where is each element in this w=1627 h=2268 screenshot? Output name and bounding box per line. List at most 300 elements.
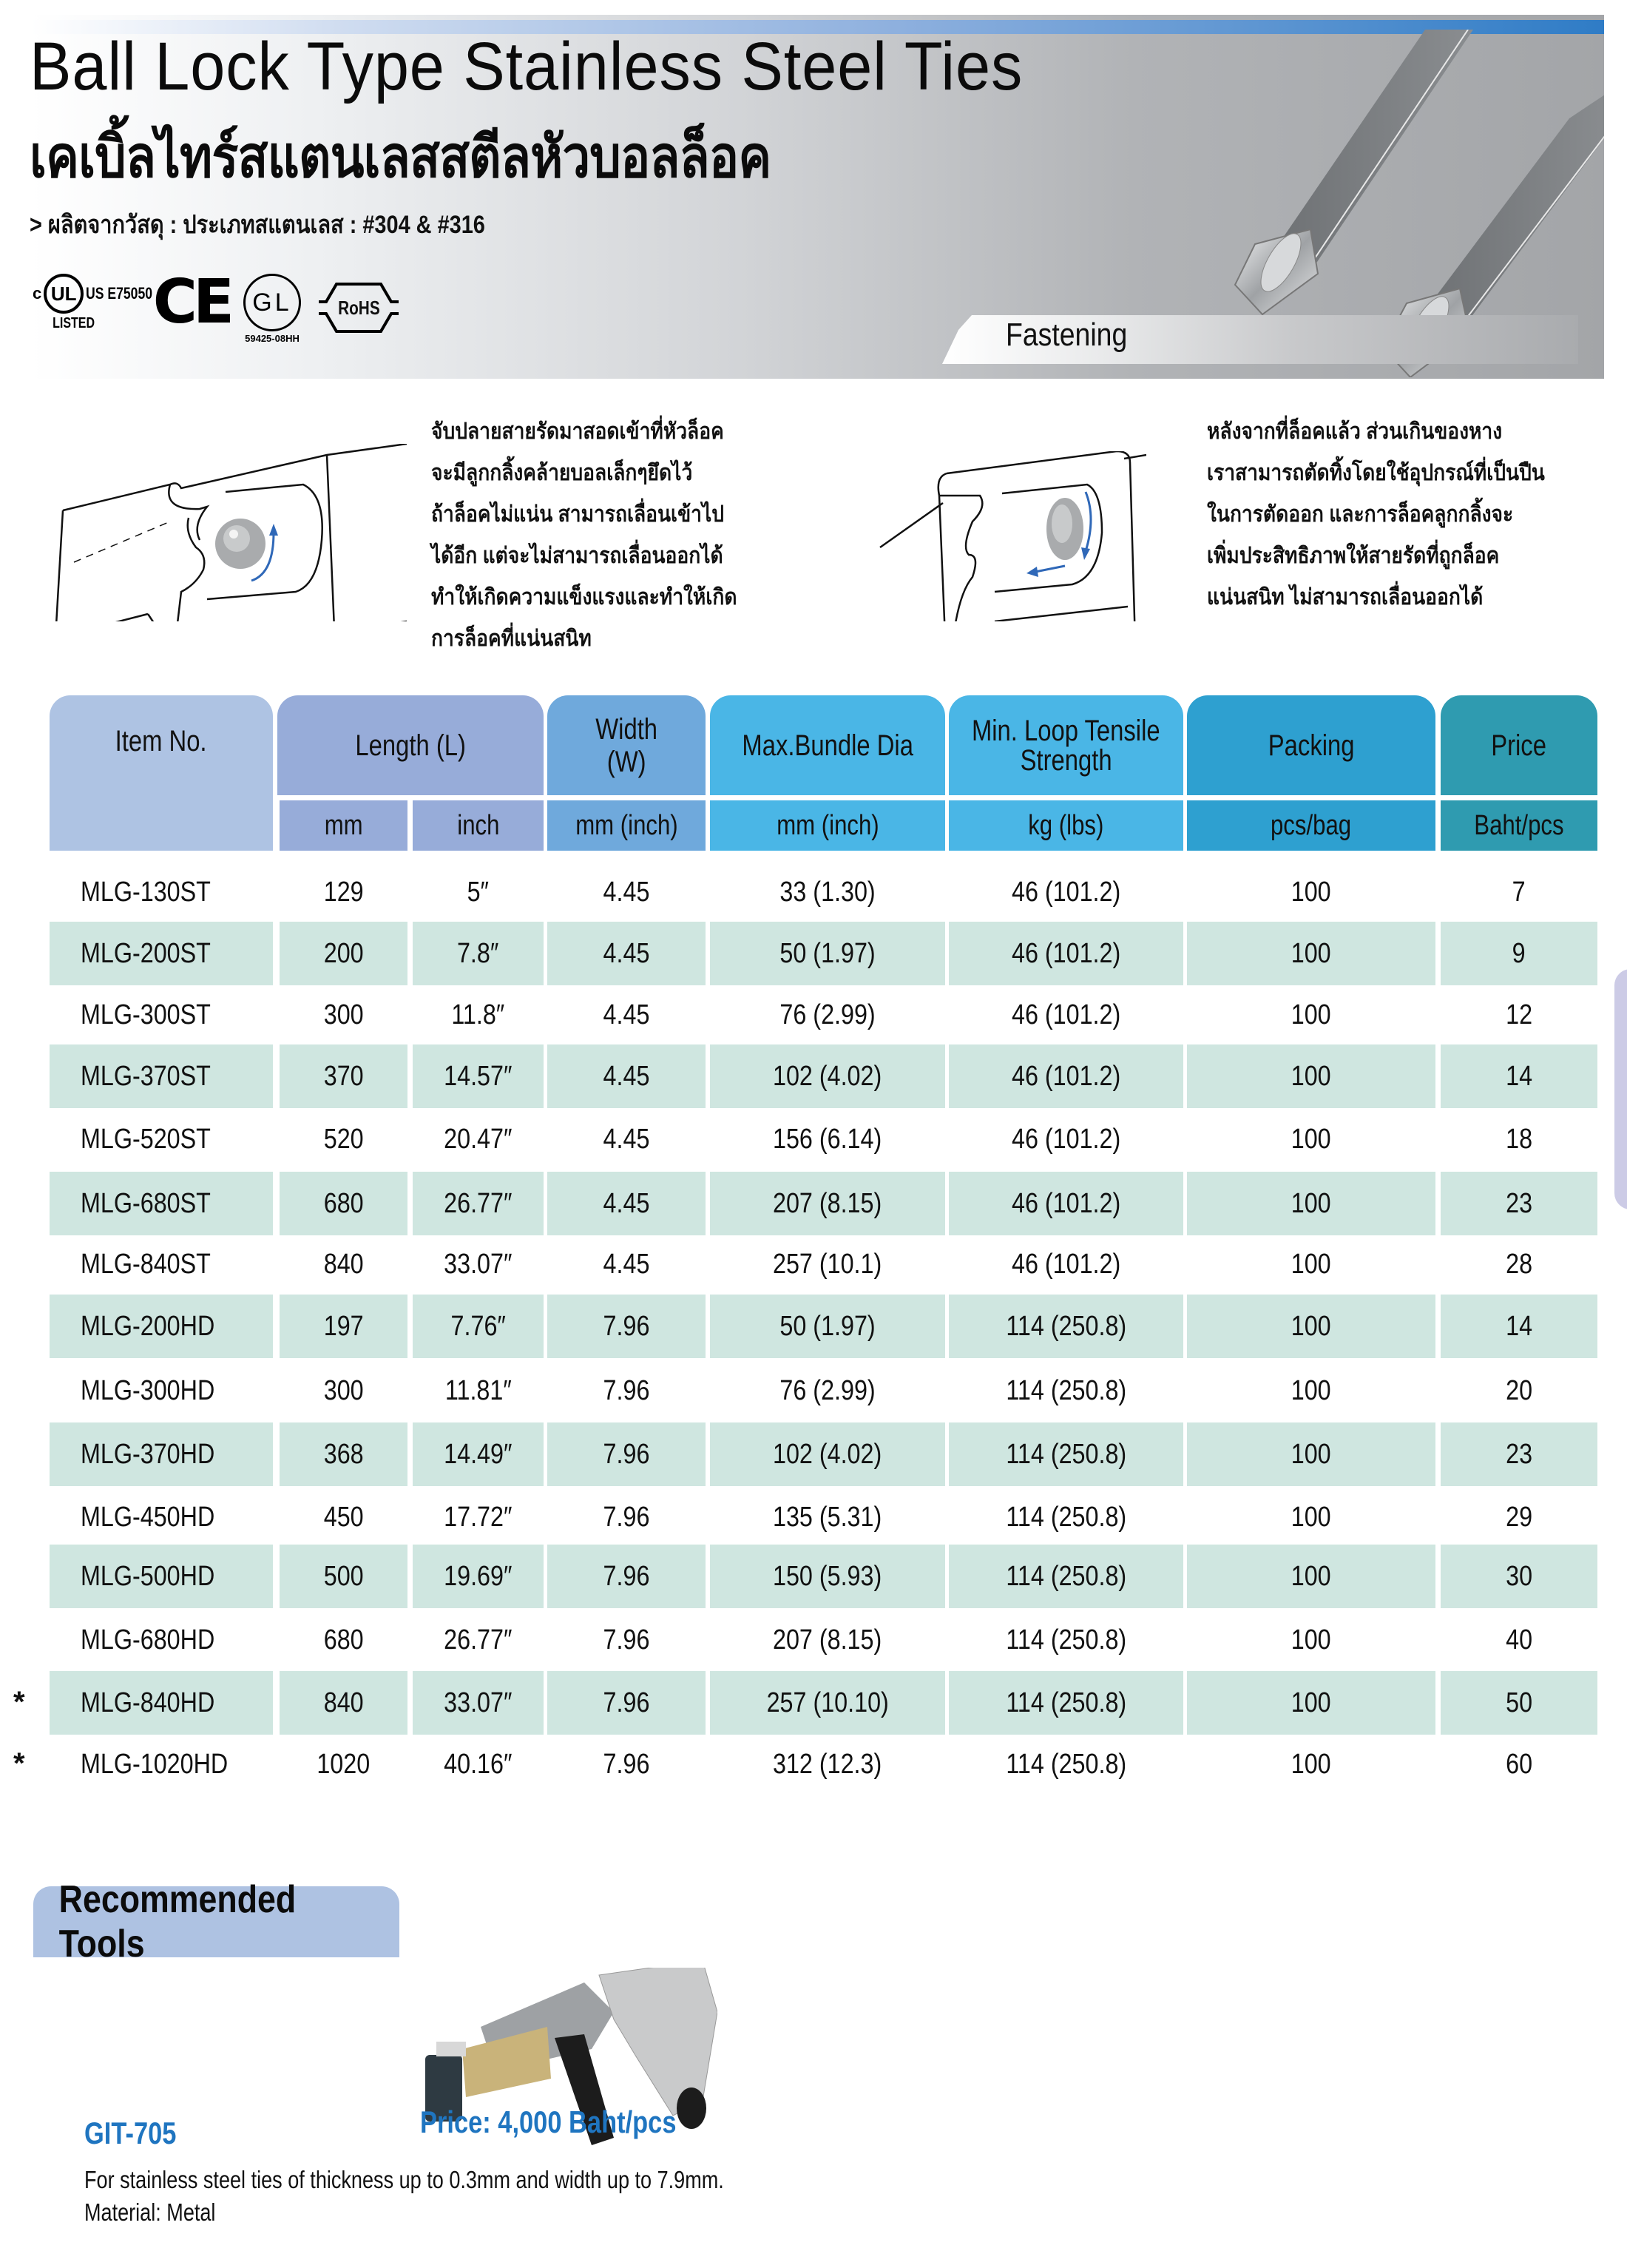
cell-value: 7.96 — [603, 1560, 650, 1592]
cell-tensile — [949, 1172, 1183, 1235]
cell-bundle — [710, 1359, 945, 1422]
cell-packing — [1187, 860, 1435, 924]
cell-value: 76 (2.99) — [779, 1374, 876, 1406]
cell-value: 114 (250.8) — [1006, 1624, 1126, 1656]
cell-item — [50, 1295, 273, 1358]
category-tab-fastening: Fastening — [1006, 317, 1128, 353]
description-line: ถ้าล็อคไม่แน่น สามารถเลื่อนเข้าไป — [431, 502, 724, 527]
cell-item — [50, 1107, 273, 1171]
cell-tensile — [949, 1485, 1183, 1549]
rohs-mark-icon — [314, 281, 403, 334]
cell-value: 100 — [1291, 1187, 1331, 1219]
description-line: ทำให้เกิดความแข็งแรงและทำให้เกิด — [431, 585, 737, 610]
cell-item — [50, 1608, 273, 1672]
cell-tensile — [949, 1107, 1183, 1171]
unit-label: mm (inch) — [776, 810, 879, 841]
cell-item — [50, 1172, 273, 1235]
cell-value: 300 — [323, 1374, 364, 1406]
tool-price: Price: 4,000 Baht/pcs — [420, 2105, 677, 2139]
cell-value: 840 — [323, 1248, 364, 1280]
cell-width — [547, 1172, 706, 1235]
ul-listed-mark — [33, 274, 169, 332]
cell-mm — [280, 1671, 407, 1735]
cell-value: 100 — [1291, 1310, 1331, 1342]
unit-length-mm — [280, 800, 407, 851]
unit-width — [547, 800, 706, 851]
cell-value: 9 — [1512, 937, 1526, 969]
cell-value: 50 — [1506, 1687, 1532, 1718]
cell-mm — [280, 983, 407, 1047]
cell-value: 100 — [1291, 1748, 1331, 1780]
cell-width — [547, 922, 706, 985]
description-line: ในการตัดออก และการล็อคลูกกลิ้งจะ — [1207, 502, 1514, 527]
cell-packing — [1187, 1232, 1435, 1296]
header-label: Length (L) — [355, 729, 466, 762]
cell-mm — [280, 1295, 407, 1358]
cell-value: 7.96 — [603, 1501, 650, 1533]
cell-price — [1441, 1545, 1597, 1608]
cell-width — [547, 1044, 706, 1108]
asterisk-mark: * — [13, 1686, 25, 1718]
cell-value: MLG-1020HD — [81, 1748, 229, 1780]
cell-value: 200 — [323, 937, 364, 969]
cell-value: 156 (6.14) — [773, 1123, 882, 1155]
description-line: การล็อคที่แน่นสนิท — [431, 627, 592, 651]
cell-value: 114 (250.8) — [1006, 1687, 1126, 1718]
cell-price — [1441, 1608, 1597, 1672]
gl-logo-icon — [243, 274, 301, 331]
page-title-thai: เคเบิ้ลไทร์สแตนเลสสตีลหัวบอลล็อค — [30, 124, 771, 189]
ce-mark-icon — [152, 267, 230, 337]
cell-mm — [280, 1732, 407, 1796]
cell-value: 46 (101.2) — [1011, 876, 1121, 908]
tool-code: GIT-705 — [84, 2116, 177, 2150]
cell-mm — [280, 1545, 407, 1608]
tool-material-note: Material: Metal — [84, 2198, 216, 2226]
cell-bundle — [710, 1172, 945, 1235]
cell-value: 30 — [1506, 1560, 1532, 1592]
cell-value: 46 (101.2) — [1011, 999, 1121, 1030]
cell-value: 114 (250.8) — [1006, 1374, 1126, 1406]
cell-bundle — [710, 1107, 945, 1171]
cell-inch — [413, 1295, 544, 1358]
cell-mm — [280, 1359, 407, 1422]
cell-value: 680 — [323, 1624, 364, 1656]
cell-item — [50, 860, 273, 924]
table-row — [0, 1172, 1627, 1235]
header-packing — [1187, 695, 1435, 795]
cell-tensile — [949, 860, 1183, 924]
cell-value: 20 — [1506, 1374, 1532, 1406]
gl-mark-text: GL — [252, 288, 292, 317]
unit-label: mm — [324, 810, 363, 841]
cell-value: 114 (250.8) — [1006, 1501, 1126, 1533]
cell-value: 450 — [323, 1501, 364, 1533]
cell-mm — [280, 1107, 407, 1171]
cell-width — [547, 1608, 706, 1672]
header-label: Min. Loop Tensile — [972, 714, 1160, 747]
cell-mm — [280, 1608, 407, 1672]
cell-value: 4.45 — [603, 876, 650, 908]
cell-value: MLG-840ST — [81, 1248, 211, 1280]
cell-bundle — [710, 1232, 945, 1296]
unit-label: Baht/pcs — [1474, 810, 1564, 841]
cell-value: 17.72″ — [444, 1501, 513, 1533]
page-title-english: Ball Lock Type Stainless Steel Ties — [30, 29, 1024, 104]
cell-value: 7.96 — [603, 1748, 650, 1780]
cell-value: 100 — [1291, 1060, 1331, 1092]
header-label: Price — [1491, 729, 1547, 762]
cell-value: 129 — [323, 876, 364, 908]
material-line: > ผลิตจากวัสดุ : ประเภทสแตนเลส : #304 & #316 — [30, 211, 485, 239]
cell-item — [50, 1232, 273, 1296]
cell-width — [547, 1295, 706, 1358]
cell-value: 100 — [1291, 1560, 1331, 1592]
cell-value: 102 (4.02) — [773, 1438, 882, 1470]
cell-inch — [413, 1545, 544, 1608]
cell-value: MLG-130ST — [81, 876, 211, 908]
cell-tensile — [949, 1232, 1183, 1296]
description-line: เพิ่มประสิทธิภาพให้สายรัดที่ถูกล็อค — [1207, 544, 1500, 568]
unit-length-inch — [413, 800, 544, 851]
cell-inch — [413, 1671, 544, 1735]
cell-packing — [1187, 1608, 1435, 1672]
cell-item — [50, 1545, 273, 1608]
ul-suffix: US E75050 — [86, 284, 153, 303]
cell-packing — [1187, 1107, 1435, 1171]
cell-value: 102 (4.02) — [773, 1060, 882, 1092]
cell-bundle — [710, 1485, 945, 1549]
cell-mm — [280, 1232, 407, 1296]
cell-width — [547, 1422, 706, 1486]
cell-value: 60 — [1506, 1748, 1532, 1780]
cell-value: 7 — [1512, 876, 1526, 908]
cell-mm — [280, 860, 407, 924]
cell-value: 14 — [1506, 1060, 1532, 1092]
cell-bundle — [710, 1608, 945, 1672]
cell-inch — [413, 922, 544, 985]
cell-value: 114 (250.8) — [1006, 1560, 1126, 1592]
cell-value: 7.96 — [603, 1310, 650, 1342]
side-index-tab[interactable] — [1614, 969, 1627, 1209]
cell-tensile — [949, 1608, 1183, 1672]
cell-value: 40.16″ — [444, 1748, 513, 1780]
cell-value: 197 — [323, 1310, 364, 1342]
table-row — [0, 1044, 1627, 1108]
cell-bundle — [710, 1295, 945, 1358]
unit-price — [1441, 800, 1597, 851]
cell-tensile — [949, 1359, 1183, 1422]
ul-logo-icon — [44, 274, 84, 314]
header-label: Max.Bundle Dia — [742, 729, 913, 762]
cell-value: 7.96 — [603, 1374, 650, 1406]
cell-value: 100 — [1291, 1123, 1331, 1155]
cell-width — [547, 1107, 706, 1171]
cell-value: 100 — [1291, 1248, 1331, 1280]
cell-bundle — [710, 983, 945, 1047]
cell-value: 312 (12.3) — [773, 1748, 882, 1780]
cell-value: 500 — [323, 1560, 364, 1592]
cell-packing — [1187, 1485, 1435, 1549]
cell-value: MLG-450HD — [81, 1501, 215, 1533]
description-line: หลังจากที่ล็อคแล้ว ส่วนเกินของหาง — [1207, 419, 1503, 444]
description-line: แน่นสนิท ไม่สามารถเลื่อนออกได้ — [1207, 585, 1484, 610]
cell-value: 14.49″ — [444, 1438, 513, 1470]
cell-tensile — [949, 922, 1183, 985]
cell-price — [1441, 1732, 1597, 1796]
header-label: Packing — [1268, 729, 1355, 762]
cell-value: 40 — [1506, 1624, 1532, 1656]
table-row — [0, 1107, 1627, 1171]
cell-item — [50, 1422, 273, 1486]
cell-inch — [413, 1359, 544, 1422]
asterisk-mark: * — [13, 1747, 25, 1780]
cell-value: 23 — [1506, 1187, 1532, 1219]
certification-logos — [33, 267, 403, 355]
cell-width — [547, 1359, 706, 1422]
cell-value: 7.96 — [603, 1687, 650, 1718]
cell-value: 100 — [1291, 999, 1331, 1030]
gl-code: 59425-08HH — [245, 333, 300, 344]
cell-value: 7.96 — [603, 1438, 650, 1470]
cell-value: 257 (10.1) — [773, 1248, 882, 1280]
cell-inch — [413, 1422, 544, 1486]
cell-value: 100 — [1291, 1501, 1331, 1533]
cell-value: 46 (101.2) — [1011, 1187, 1121, 1219]
cell-value: MLG-680HD — [81, 1624, 215, 1656]
header-label: (W) — [606, 745, 646, 778]
cell-value: 840 — [323, 1687, 364, 1718]
cell-price — [1441, 1232, 1597, 1296]
cell-bundle — [710, 1671, 945, 1735]
cell-item — [50, 983, 273, 1047]
cell-price — [1441, 922, 1597, 985]
cell-value: 29 — [1506, 1501, 1532, 1533]
table-row — [0, 1232, 1627, 1296]
cell-value: 14.57″ — [444, 1060, 513, 1092]
header-label: Strength — [1020, 743, 1112, 777]
cell-value: 4.45 — [603, 1248, 650, 1280]
cell-price — [1441, 1107, 1597, 1171]
description-line: ได้อีก แต่จะไม่สามารถเลื่อนออกได้ — [431, 544, 723, 568]
cell-value: 100 — [1291, 1374, 1331, 1406]
unit-label: pcs/bag — [1271, 810, 1352, 841]
cell-price — [1441, 1359, 1597, 1422]
cell-item — [50, 1671, 273, 1735]
cell-value: 5″ — [467, 876, 490, 908]
cell-value: MLG-200HD — [81, 1310, 215, 1342]
cell-item — [50, 1359, 273, 1422]
ball-lock-locked-diagram — [850, 451, 1146, 621]
cell-value: 100 — [1291, 937, 1331, 969]
cell-price — [1441, 1671, 1597, 1735]
cell-width — [547, 1545, 706, 1608]
cell-mm — [280, 1044, 407, 1108]
cell-price — [1441, 983, 1597, 1047]
header-label: Width — [595, 712, 657, 746]
unit-packing — [1187, 800, 1435, 851]
cell-packing — [1187, 1359, 1435, 1422]
ce-mark-text: CE — [152, 267, 230, 337]
cell-item — [50, 1732, 273, 1796]
cell-packing — [1187, 1545, 1435, 1608]
cell-value: MLG-500HD — [81, 1560, 215, 1592]
cell-value: 33.07″ — [444, 1687, 513, 1718]
cell-value: MLG-300HD — [81, 1374, 215, 1406]
header-bundle-dia — [710, 695, 945, 795]
section-title: Recommended Tools — [58, 1878, 297, 1965]
cell-price — [1441, 1044, 1597, 1108]
description-right — [1207, 411, 1545, 618]
cell-tensile — [949, 983, 1183, 1047]
cell-packing — [1187, 1422, 1435, 1486]
cell-value: 11.81″ — [444, 1374, 512, 1406]
cell-value: 7.96 — [603, 1624, 650, 1656]
cell-inch — [413, 860, 544, 924]
cell-value: 4.45 — [603, 999, 650, 1030]
cell-packing — [1187, 922, 1435, 985]
cell-tensile — [949, 1545, 1183, 1608]
cell-value: 46 (101.2) — [1011, 1123, 1121, 1155]
ball-lock-insert-diagram — [52, 444, 414, 621]
cell-inch — [413, 1044, 544, 1108]
cell-packing — [1187, 1172, 1435, 1235]
cell-bundle — [710, 1545, 945, 1608]
cell-value: 33 (1.30) — [779, 876, 876, 908]
cell-packing — [1187, 983, 1435, 1047]
table-row — [0, 1608, 1627, 1672]
cell-inch — [413, 1232, 544, 1296]
unit-label: kg (lbs) — [1028, 810, 1104, 841]
gl-mark — [243, 274, 301, 344]
ul-prefix: c — [33, 284, 42, 303]
ul-listed-label: LISTED — [53, 315, 95, 331]
cell-value: 114 (250.8) — [1006, 1310, 1126, 1342]
header-item-no — [50, 695, 273, 851]
cell-value: 4.45 — [603, 1187, 650, 1219]
cell-packing — [1187, 1732, 1435, 1796]
table-row — [0, 1359, 1627, 1422]
cell-packing — [1187, 1044, 1435, 1108]
cell-width — [547, 860, 706, 924]
cell-value: 368 — [323, 1438, 364, 1470]
header-tensile — [949, 695, 1183, 795]
cell-packing — [1187, 1295, 1435, 1358]
header-price — [1441, 695, 1597, 795]
cell-value: 114 (250.8) — [1006, 1748, 1126, 1780]
cell-value: 20.47″ — [444, 1123, 513, 1155]
cell-width — [547, 1232, 706, 1296]
cell-value: 76 (2.99) — [779, 999, 876, 1030]
cell-value: MLG-520ST — [81, 1123, 211, 1155]
unit-label: mm (inch) — [575, 810, 678, 841]
table-row — [0, 983, 1627, 1047]
cell-bundle — [710, 1044, 945, 1108]
cell-value: 19.69″ — [444, 1560, 513, 1592]
table-row — [0, 1671, 1627, 1735]
cell-item — [50, 1044, 273, 1108]
cell-value: 1020 — [317, 1748, 371, 1780]
cell-inch — [413, 1107, 544, 1171]
cell-value: MLG-300ST — [81, 999, 211, 1030]
cell-price — [1441, 860, 1597, 924]
cell-value: 50 (1.97) — [779, 937, 876, 969]
cell-value: 114 (250.8) — [1006, 1438, 1126, 1470]
cell-inch — [413, 1485, 544, 1549]
description-line: จับปลายสายรัดมาสอดเข้าที่หัวล็อค — [431, 419, 724, 444]
cell-bundle — [710, 860, 945, 924]
cell-tensile — [949, 1044, 1183, 1108]
cell-value: 300 — [323, 999, 364, 1030]
cell-value: 46 (101.2) — [1011, 937, 1121, 969]
table-row — [0, 860, 1627, 924]
description-line: จะมีลูกกลิ้งคล้ายบอลเล็กๆยึดไว้ — [431, 461, 693, 485]
header-label: Item No. — [115, 725, 207, 757]
cell-width — [547, 1671, 706, 1735]
cell-value: 4.45 — [603, 1123, 650, 1155]
description-left — [431, 411, 737, 660]
cell-bundle — [710, 922, 945, 985]
rohs-text: RoHS — [337, 296, 380, 319]
cell-mm — [280, 1422, 407, 1486]
unit-bundle — [710, 800, 945, 851]
cell-item — [50, 1485, 273, 1549]
cell-value: MLG-200ST — [81, 937, 211, 969]
table-row — [0, 1485, 1627, 1549]
cell-value: 28 — [1506, 1248, 1532, 1280]
cell-value: 150 (5.93) — [773, 1560, 882, 1592]
cell-value: 4.45 — [603, 937, 650, 969]
cell-price — [1441, 1422, 1597, 1486]
cell-value: 26.77″ — [444, 1624, 513, 1656]
recommended-tools-heading — [33, 1878, 399, 1965]
cell-tensile — [949, 1732, 1183, 1796]
cell-inch — [413, 1172, 544, 1235]
cell-value: 4.45 — [603, 1060, 650, 1092]
ul-mark-text: UL — [50, 282, 77, 305]
cell-value: MLG-680ST — [81, 1187, 211, 1219]
cell-inch — [413, 1732, 544, 1796]
cell-value: 100 — [1291, 876, 1331, 908]
tool-spec-note: For stainless steel ties of thickness up to 0.3mm and width up to 7.9mm. — [84, 2166, 724, 2193]
cell-value: 100 — [1291, 1438, 1331, 1470]
table-row — [0, 1732, 1627, 1796]
cell-value: 100 — [1291, 1687, 1331, 1718]
description-line: เราสามารถตัดทิ้งโดยใช้อุปกรณ์ที่เป็นปืน — [1207, 461, 1545, 485]
header-width — [547, 695, 706, 795]
cell-value: 46 (101.2) — [1011, 1060, 1121, 1092]
cell-value: 100 — [1291, 1624, 1331, 1656]
table-row — [0, 1295, 1627, 1358]
cell-value: 33.07″ — [444, 1248, 513, 1280]
cell-value: 680 — [323, 1187, 364, 1219]
cell-value: 520 — [323, 1123, 364, 1155]
cell-price — [1441, 1172, 1597, 1235]
cell-mm — [280, 1172, 407, 1235]
cell-width — [547, 1485, 706, 1549]
cell-value: 14 — [1506, 1310, 1532, 1342]
cell-value: 207 (8.15) — [773, 1187, 882, 1219]
cell-value: 46 (101.2) — [1011, 1248, 1121, 1280]
cell-value: 50 (1.97) — [779, 1310, 876, 1342]
cell-inch — [413, 983, 544, 1047]
cell-value: 257 (10.10) — [766, 1687, 889, 1718]
header-length — [277, 695, 544, 795]
cell-value: MLG-840HD — [81, 1687, 215, 1718]
unit-label: inch — [456, 810, 500, 841]
cell-price — [1441, 1485, 1597, 1549]
cell-value: MLG-370ST — [81, 1060, 211, 1092]
